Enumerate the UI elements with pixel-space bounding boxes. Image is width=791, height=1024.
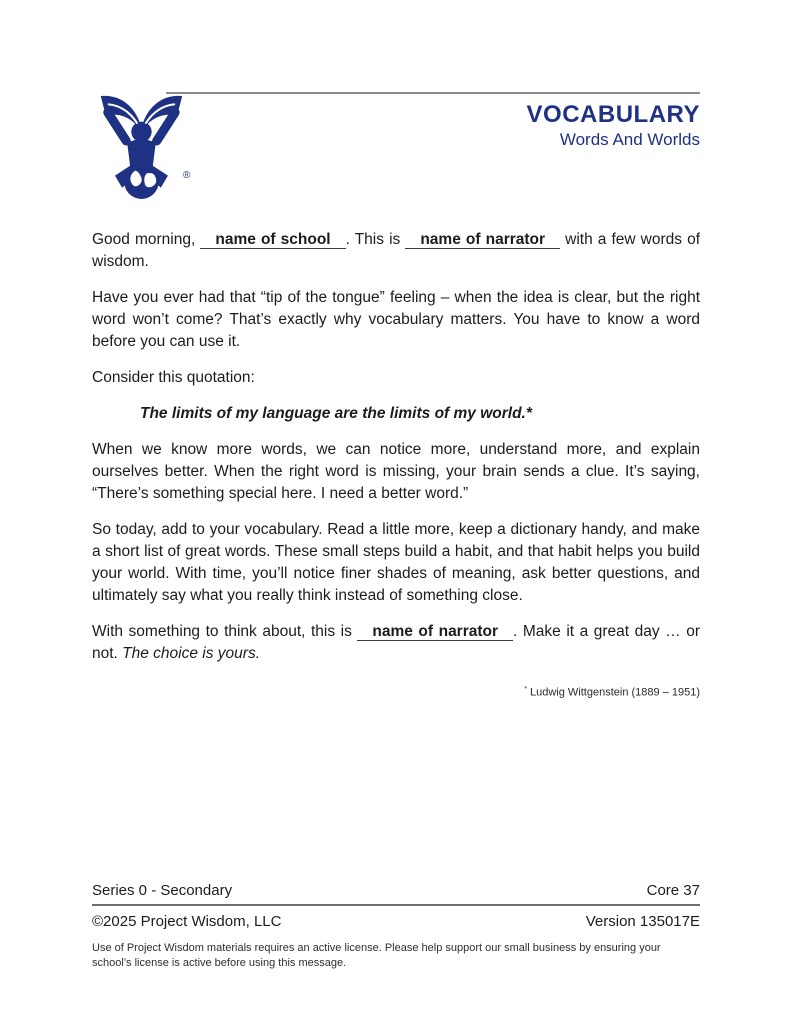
series-label: Series 0 - Secondary	[92, 882, 233, 899]
attribution-text: Ludwig Wittgenstein (1889 – 1951)	[530, 686, 700, 699]
greeting-text-3: with a few words of wisdom.	[92, 231, 701, 270]
license-note: Use of Project Wisdom materials requires an active license. Please help support our small business by ensuring your school’s license is active before using this message.	[92, 942, 661, 969]
closing-text-1: With something to think about, this is	[92, 623, 358, 640]
school-name-blank: name of school	[200, 231, 345, 249]
script-body	[92, 229, 700, 718]
project-wisdom-logo-icon	[86, 88, 201, 200]
choice-is-yours-text: The choice is yours.	[122, 645, 261, 662]
greeting-paragraph	[92, 229, 700, 273]
know-more-words-paragraph: When we know more words, we can notice more, understand more, and explain ourselves better. When the right word is missing, your brain sends a clue. It’s saying, “There’s something special here. I need a better word.”	[92, 441, 700, 502]
narrator-name-blank-2: name of narrator	[357, 623, 513, 641]
masthead	[527, 101, 700, 151]
copyright-row	[92, 912, 700, 932]
consider-quotation-line: Consider this quotation:	[92, 369, 255, 386]
wittgenstein-quote: The limits of my language are the limits of my world.*	[140, 405, 532, 422]
copyright-label: ©2025 Project Wisdom, LLC	[92, 913, 282, 930]
quote-attribution	[92, 679, 700, 704]
attribution-asterisk: *	[524, 686, 527, 693]
closing-paragraph	[92, 621, 700, 665]
version-label: Version 135017E	[585, 913, 700, 930]
add-to-vocabulary-paragraph: So today, add to your vocabulary. Read a little more, keep a dictionary handy, and make a short list of great words. These small steps build a habit, and that habit helps you build your world. With time, you’ll notice finer shades of meaning, ask better questions, and ultimately say what you really think instead of something close.	[92, 521, 700, 604]
footer-divider	[92, 904, 700, 906]
greeting-text-2: . This is	[345, 231, 406, 248]
series-row	[92, 881, 700, 901]
narrator-name-blank: name of narrator	[405, 231, 560, 249]
header-divider	[166, 92, 700, 94]
tip-of-tongue-paragraph: Have you ever had that “tip of the tongue” feeling – when the idea is clear, but the right word won’t come? That’s exactly why vocabulary matters. You have to know a word before you can use it.	[92, 289, 700, 350]
page-title: VOCABULARY	[526, 101, 700, 128]
closing-text-2: . Make it a great day … or not.	[92, 623, 701, 662]
page-subtitle: Words And Worlds	[559, 130, 700, 149]
core-label: Core 37	[646, 882, 700, 899]
registered-trademark-symbol: ®	[183, 170, 191, 181]
page-footer	[92, 881, 700, 971]
greeting-text-1: Good morning,	[92, 231, 201, 248]
